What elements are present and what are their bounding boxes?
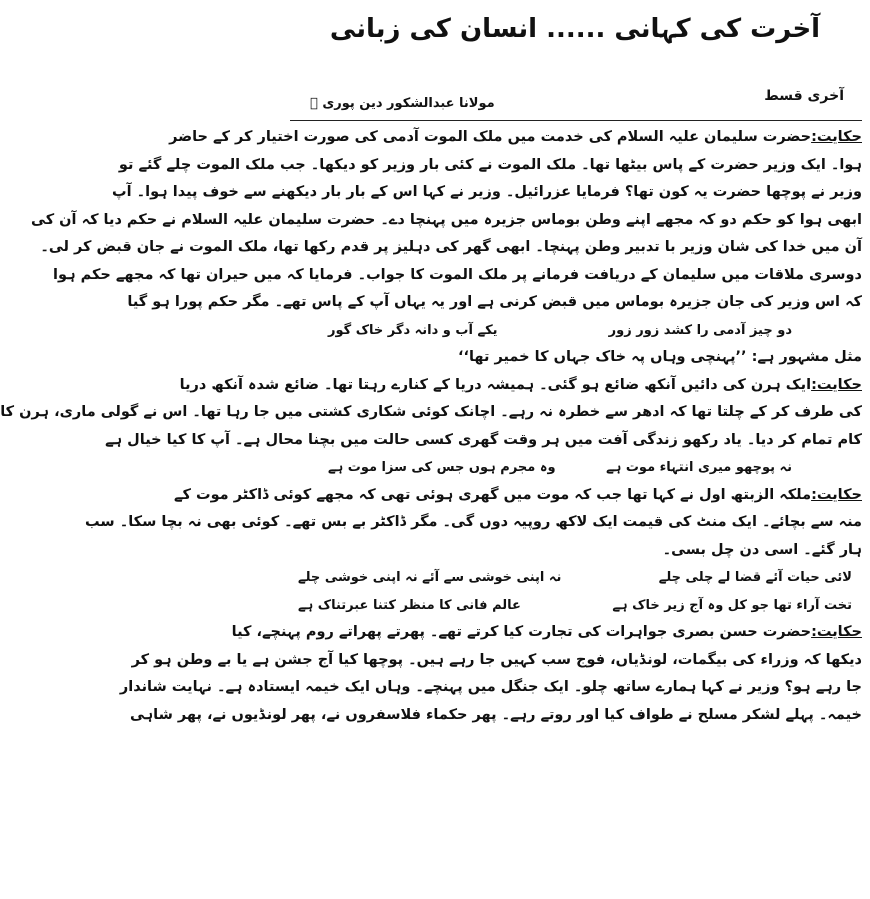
story-text: حضرت حسن بصری جواہرات کی تجارت کیا کرتے تھے۔ پھرتے پھراتے روم پہنچے، کیا xyxy=(231,624,812,640)
story-line xyxy=(174,482,862,510)
verse-first-half: دو چیز آدمی را کشد زور زور xyxy=(608,322,792,338)
story-text: جا رہے ہو؟ وزیر نے کہا ہمارے ساتھ چلو۔ ایک جنگل میں پہنچے۔ وہاں ایک خیمہ ایستادہ ہے۔ نہایت شاندار xyxy=(119,679,862,695)
verse-second-half: وہ مجرم ہوں جس کی سزا موت ہے xyxy=(328,460,556,475)
installment-label: آخری قسط xyxy=(764,88,844,104)
story-line xyxy=(131,647,862,675)
verse-first-half: نہ پوچھو میری انتہاء موت ہے xyxy=(606,460,792,475)
story-text: ایک ہرن کی دائیں آنکھ ضائع ہو گئی۔ ہمیشہ دریا کے کنارے رہتا تھا۔ ضائع شدہ آنکھ دریا xyxy=(179,376,812,393)
verse-second-half: نہ اپنی خوشی سے آئے نہ اپنی خوشی چلے xyxy=(298,570,562,585)
story-text: خیمہ۔ پہلے لشکر مسلح نے طواف کیا اور روتے رہے۔ پھر حکماء فلاسفروں نے، پھر لونڈیوں نے، پھر شاہی xyxy=(129,706,862,723)
story-line xyxy=(0,399,862,427)
story-text: ابھی ہوا کو حکم دو کہ مجھے اپنے وطن بوماس جزیرہ میں پہنچا دے۔ حضرت سلیمان علیہ السلام نے حکم دیا کہ آن کی xyxy=(31,211,862,228)
article-title: آخرت کی کہانی ...... انسان کی زبانی xyxy=(329,14,821,44)
story-text: دوسری ملاقات میں سلیمان کے دریافت فرمانے پر ملک الموت کا جواب۔ فرمایا کہ میں حیران تھا کہ مجھے حکم ہوا xyxy=(53,266,862,283)
story-text: وزیر نے پوچھا حضرت یہ کون تھا؟ فرمایا عزرائیل۔ وزیر نے کہا اس کے بار بار دیکھنے سے خوف پیدا ہوا۔ آپ xyxy=(112,184,862,200)
verse-first-half: لائی حیات آئے قضا لے چلی چلے xyxy=(658,570,852,585)
verse-couplet xyxy=(288,454,862,482)
verse-couplet xyxy=(288,317,862,345)
article-meta xyxy=(310,88,844,114)
story-line xyxy=(118,152,862,180)
story-label: حکایت: xyxy=(811,376,862,393)
story-text: دیکھا کہ وزراء کی بیگمات، لونڈیاں، فوج سب کہیں جا رہے ہیں۔ پوچھا کیا آج جشن ہے یا بے وطن ہو کر xyxy=(131,651,862,668)
story-text: منہ سے بچائے۔ ایک منٹ کی قیمت ایک لاکھ روپیہ دوں گی۔ مگر ڈاکٹر بے بس تھے۔ کوئی بھی نہ بچا سکا۔ سب xyxy=(85,514,862,530)
story-label: حکایت: xyxy=(811,129,862,145)
verse-first-half: تخت آراء تھا جو کل وہ آج زیر خاک ہے xyxy=(612,597,852,613)
story-line xyxy=(169,124,862,152)
story-label: حکایت: xyxy=(811,486,862,503)
story-line xyxy=(112,179,862,207)
verse-second-half: یکے آب و دانہ دگر خاک گور xyxy=(328,322,498,338)
story-line xyxy=(105,427,862,455)
story-text: حضرت سلیمان علیہ السلام کی خدمت میں ملک الموت آدمی کی صورت اختیار کر کے حاضر xyxy=(169,129,812,145)
story-text: کی طرف کر کے چلتا تھا کہ ادھر سے خطرہ نہ رہے۔ اچانک کوئی شکاری کشتی میں جا رہا تھا۔ اس نے گولی ماری، ہرن کا xyxy=(0,404,862,420)
story-text: کام تمام کر دیا۔ یاد رکھو زندگی آفت میں ہر وقت گھری کسی حالت میں بچنا محال ہے۔ آپ کا کیا خیال ہے xyxy=(105,431,862,448)
story-text: آن میں خدا کی شان وزیر با تدبیر وطن پہنچا۔ ابھی گھر کی دہلیز پر قدم رکھا تھا، ملک الموت نے جان قبض کر لی۔ xyxy=(40,239,862,255)
story-line xyxy=(85,509,862,537)
story-line xyxy=(40,234,862,262)
story-line xyxy=(231,619,862,647)
story-line xyxy=(53,262,862,290)
verse-second-half: عالم فانی کا منظر کتنا عبرتناک ہے xyxy=(298,597,521,613)
story-line xyxy=(179,372,862,400)
story-line xyxy=(127,289,862,317)
verse-couplet xyxy=(288,592,862,620)
story-line xyxy=(288,537,862,565)
story-text: ملکہ الزبتھ اول نے کہا تھا جب کہ موت میں گھری ہوئی تھی کہ مجھے کوئی ڈاکٹر موت کے xyxy=(174,486,812,503)
story-line xyxy=(31,207,862,235)
story-text: ہوا۔ ایک وزیر حضرت کے پاس بیٹھا تھا۔ ملک الموت نے کئی بار وزیر کو دیکھا۔ جب ملک الموت چلے گئے تو xyxy=(118,156,862,173)
proverb-line: مثل مشہور ہے: ’’پہنچی وہاں پہ خاک جہاں کا خمیر تھا‘‘ xyxy=(457,349,862,365)
story-label: حکایت: xyxy=(811,624,862,640)
story-line xyxy=(129,702,862,730)
story-text: کہ اس وزیر کی جان جزیرہ بوماس میں قبض کرنی ہے اور یہ یہاں آپ کے پاس تھے۔ مگر حکم پورا ہو گیا xyxy=(127,294,862,310)
divider xyxy=(290,120,862,121)
article-body xyxy=(0,124,862,729)
story-line xyxy=(119,674,862,702)
verse-couplet xyxy=(288,564,862,592)
author-name: مولانا عبدالشکور دین پوری ﷫ xyxy=(310,96,495,111)
story-text: ہار گئے۔ اسی دن چل بسی۔ xyxy=(662,541,862,558)
